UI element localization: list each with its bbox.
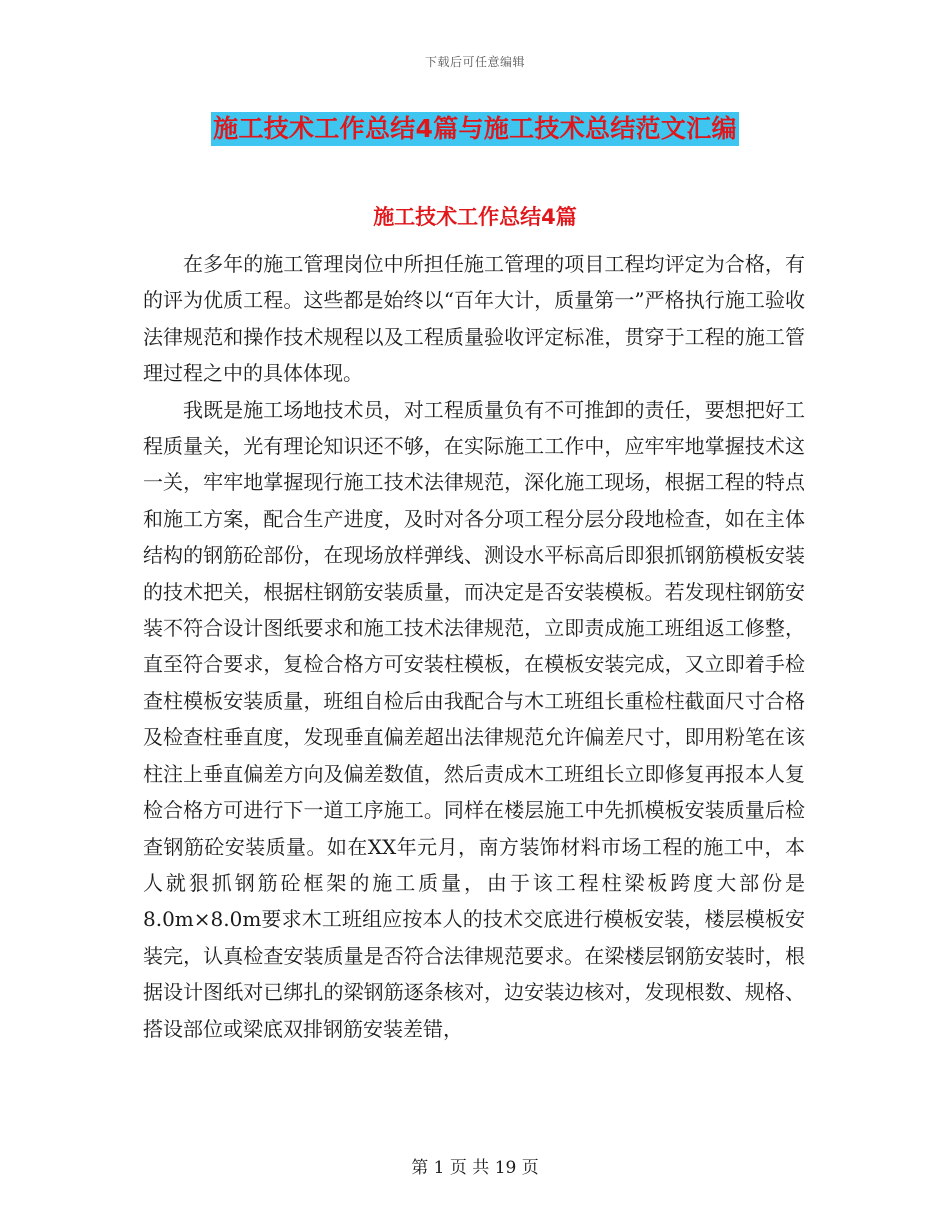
header-note: 下载后可任意编辑 xyxy=(424,55,525,69)
section-title: 施工技术工作总结4篇 xyxy=(373,205,577,229)
body-text xyxy=(143,246,805,1047)
paragraph: 我既是施工场地技术员，对工程质量负有不可推卸的责任，要想把好工程质量关，光有理论知识还不够，在实际施工工作中，应牢牢地掌握技术这一关，牢牢地掌握现行施工技术法律规范，深化施工现场，根据工程的特点和施工方案，配合生产进度，及时对各分项工程分层分段地检查，如在主体结构的钢筋砼部份，在现场放样弹线、测设水平标高后即狠抓钢筋模板安装的技术把关，根据柱钢筋安装质量，而决定是否安装模板。若发现柱钢筋安装不符合设计图纸要求和施工技术法律规范，立即责成施工班组返工修整，直至符合要求，复检合格方可安装柱模板，在模板安装完成，又立即着手检查柱模板安装质量，班组自检后由我配合与木工班组长重检柱截面尺寸合格及检查柱垂直度，发现垂直偏差超出法律规范允许偏差尺寸，即用粉笔在该柱注上垂直偏差方向及偏差数值，然后责成木工班组长立即修复再报本人复检合格方可进行下一道工序施工。同样在楼层施工中先抓模板安装质量后检查钢筋砼安装质量。如在XX年元月，南方装饰材料市场工程的施工中，本人就狠抓钢筋砼框架的施工质量，由于该工程柱梁板跨度大部份是8.0m×8.0m要求木工班组应按本人的技术交底进行模板安装，楼层模板安装完，认真检查安装质量是否符合法律规范要求。在梁楼层钢筋安装时，根据设计图纸对已绑扎的梁钢筋逐条核对，边安装边核对，发现根数、规格、搭设部位或梁底双排钢筋安装差错， xyxy=(143,397,805,1041)
paragraph: 在多年的施工管理岗位中所担任施工管理的项目工程均评定为合格，有的评为优质工程。这些都是始终以“百年大计，质量第一”严格执行施工验收法律规范和操作技术规程以及工程质量验收评定标准，贯穿于工程的施工管理过程之中的具体体现。 xyxy=(143,252,805,386)
main-title: 施工技术工作总结4篇与施工技术总结范文汇编 xyxy=(211,112,739,146)
main-title-container xyxy=(0,112,950,146)
page-footer: 第 1 页 共 19 页 xyxy=(411,1158,539,1178)
